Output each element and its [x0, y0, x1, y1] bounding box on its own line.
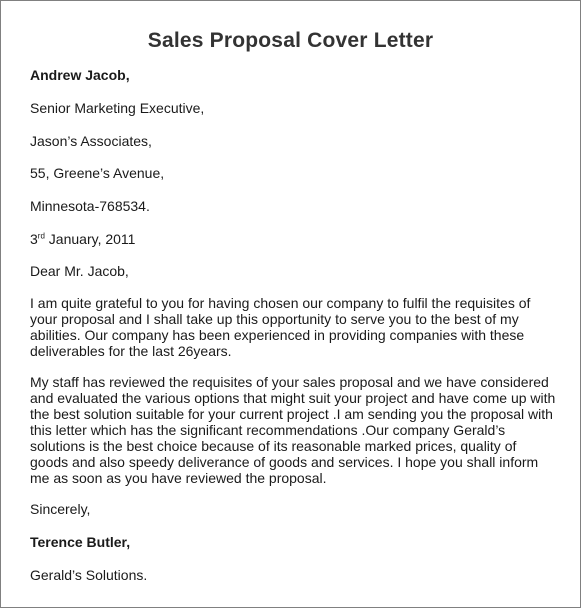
paragraph-2-line: and evaluated the various options that might suit your project and have come up with — [30, 390, 556, 406]
date-day: 3 — [30, 231, 38, 247]
page-title: Sales Proposal Cover Letter — [147, 29, 434, 52]
paragraph-1-line: your proposal and I shall take up this opportunity to serve you to the best of my — [30, 311, 519, 327]
paragraph-2-line: goods and also speedy deliverance of goods and services. I hope you shall inform — [30, 454, 539, 470]
paragraph-2-line: the best solution suitable for your current project .I am sending you the proposal with — [30, 406, 553, 422]
paragraph-2-line: me as soon as you have reviewed the proposal. — [30, 470, 327, 486]
paragraph-2 — [30, 374, 556, 486]
salutation: Dear Mr. Jacob, — [30, 263, 129, 279]
paragraph-2-line: My staff has reviewed the requisites of your sales proposal and we have considered — [30, 374, 549, 390]
paragraph-1-line: I am quite grateful to you for having chosen our company to fulfil the requisites of — [30, 295, 531, 311]
recipient-street: 55, Greene’s Avenue, — [30, 165, 165, 181]
paragraph-2-line: this letter which has the significant recommendations .Our company Gerald’s — [30, 422, 506, 438]
paragraph-1 — [30, 295, 550, 359]
recipient-city: Minnesota-768534. — [30, 198, 150, 214]
paragraph-2-line: solutions is the best choice because of its reasonable marked prices, quality of — [30, 438, 517, 454]
sender-name: Terence Butler, — [30, 534, 131, 550]
date-rest: January, 2011 — [44, 231, 136, 247]
recipient-position: Senior Marketing Executive, — [30, 100, 205, 116]
paragraph-1-line: abilities. Our company has been experienced in providing companies with these — [30, 327, 525, 343]
closing: Sincerely, — [30, 501, 91, 517]
recipient-name: Andrew Jacob, — [30, 67, 130, 83]
recipient-company: Jason’s Associates, — [30, 133, 152, 149]
letter-date — [30, 231, 135, 247]
date-suffix: rd — [37, 231, 45, 241]
sender-company: Gerald’s Solutions. — [30, 567, 148, 583]
paragraph-1-line: deliverables for the last 26years. — [30, 343, 232, 359]
